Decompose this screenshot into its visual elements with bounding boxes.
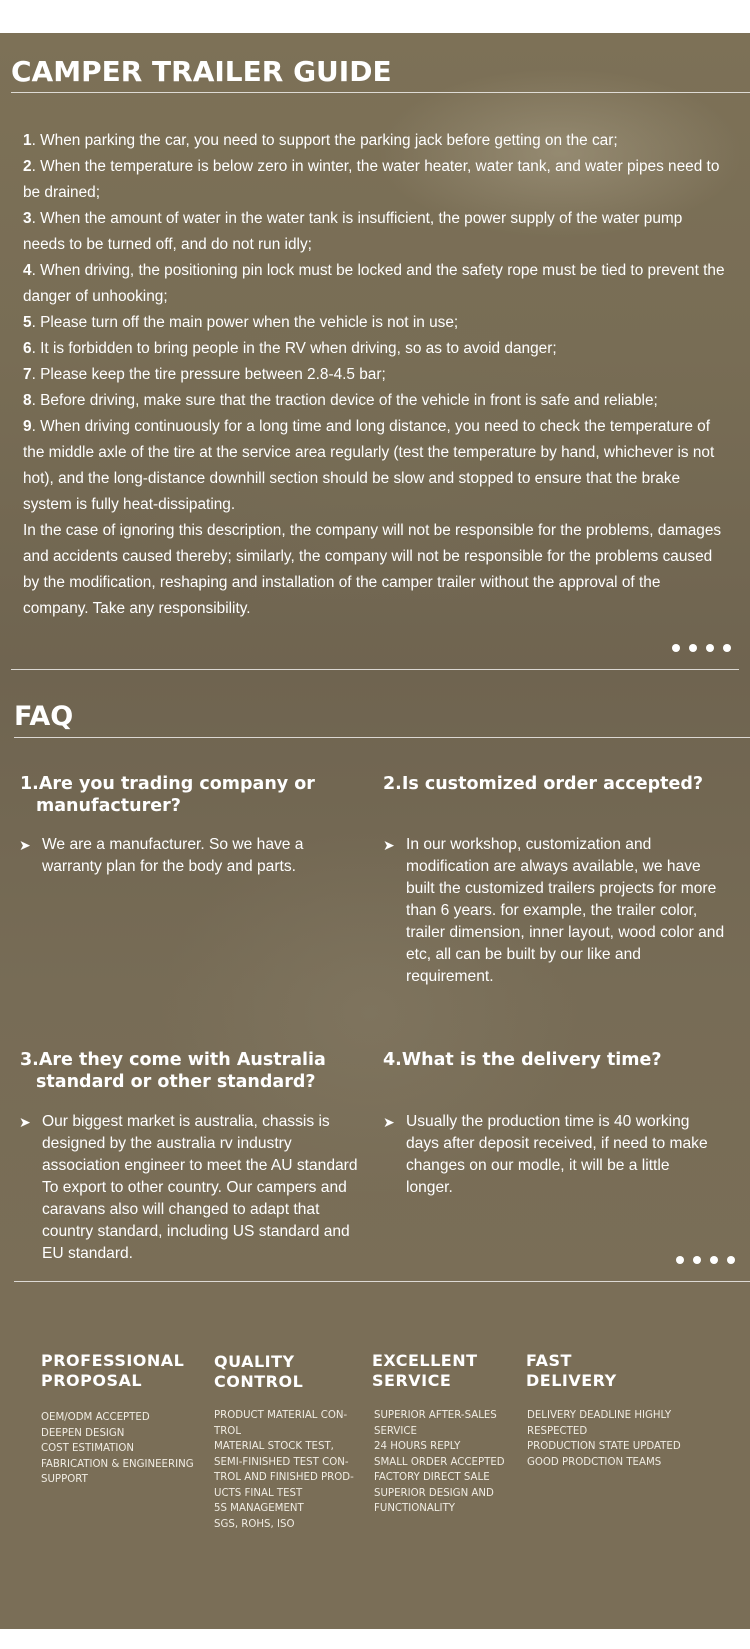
guide-item: 2. When the temperature is below zero in winter, the water heater, water tank, and water pipes need to be drained; bbox=[23, 158, 720, 201]
dot-icon bbox=[693, 1256, 701, 1264]
arrow-icon: ➤ bbox=[383, 1114, 395, 1130]
guide-item: 3. When the amount of water in the water tank is insufficient, the power supply of the water pump needs to be turned off, and do not run idly; bbox=[23, 210, 683, 253]
guide-item: 8. Before driving, make sure that the traction device of the vehicle in front is safe and reliable; bbox=[23, 392, 658, 409]
dot-icon bbox=[706, 644, 714, 652]
dot-icon bbox=[689, 644, 697, 652]
pager-dots bbox=[676, 1256, 735, 1264]
feature-title-quality-control: QUALITY CONTROL bbox=[214, 1352, 304, 1391]
guide-item: 9. When driving continuously for a long time and long distance, you need to check the temperature of the middle axle of the tire at the service area regularly (test the temperature by hand, whichever is not hot), and the long-distance downhill section should be slow and stopped to ensure that the brake system is fully heat-dissipating. bbox=[23, 418, 715, 513]
feature-body-professional-proposal: OEM/ODM ACCEPTED DEEPEN DESIGN COST ESTIMATION FABRICATION & ENGINEERING SUPPORT bbox=[41, 1412, 194, 1485]
guide-item: 4. When driving, the positioning pin lock must be locked and the safety rope must be tied to prevent the danger of unhooking; bbox=[23, 262, 725, 305]
dot-icon bbox=[723, 644, 731, 652]
arrow-icon: ➤ bbox=[383, 837, 395, 853]
guide-item: 6. It is forbidden to bring people in the RV when driving, so as to avoid danger; bbox=[23, 340, 557, 357]
faq-answer-2: ➤ In our workshop, customization and modification are always available, we have built the customized trailers projects for more than 6 years. for example, the trailer color, trailer dimension, inner layout, wood color and etc, all can be built by our like and requirement. bbox=[383, 836, 725, 985]
feature-title-professional-proposal: PROFESSIONAL PROPOSAL bbox=[41, 1351, 185, 1390]
guide-item: 1. When parking the car, you need to support the parking jack before getting on the car; bbox=[23, 132, 618, 149]
feature-title-excellent-service: EXCELLENT SERVICE bbox=[372, 1351, 478, 1390]
dot-icon bbox=[710, 1256, 718, 1264]
faq-title: FAQ bbox=[14, 701, 74, 732]
arrow-icon: ➤ bbox=[19, 1114, 31, 1130]
guide-list bbox=[23, 128, 728, 622]
feature-body-excellent-service: SUPERIOR AFTER-SALES SERVICE 24 HOURS REPLY SMALL ORDER ACCEPTED FACTORY DIRECT SALE SUPERIOR DESIGN AND FUNCTIONALITY bbox=[374, 1410, 505, 1514]
faq-question-3: 3.Are they come with Australia standard or other standard? bbox=[20, 1050, 326, 1092]
feature-title-fast-delivery: FAST DELIVERY bbox=[526, 1351, 617, 1390]
content-panel bbox=[0, 33, 750, 1629]
faq-title-rule bbox=[14, 737, 750, 738]
dot-icon bbox=[727, 1256, 735, 1264]
faq-answer-4: ➤ Usually the production time is 40 working days after deposit received, if need to make changes on our modle, it will be a little longer. bbox=[383, 1113, 708, 1196]
feature-body-quality-control: PRODUCT MATERIAL CON- TROL MATERIAL STOCK TEST, SEMI-FINISHED TEST CON- TROL AND FINISHED PROD- UCTS FINAL TEST 5S MANAGEMENT SGS, ROHS, ISO bbox=[214, 1410, 354, 1530]
pager-dots bbox=[672, 644, 731, 652]
feature-body-fast-delivery: DELIVERY DEADLINE HIGHLY RESPECTED PRODUCTION STATE UPDATED GOOD PRODCTION TEAMS bbox=[527, 1410, 681, 1468]
guide-title: CAMPER TRAILER GUIDE bbox=[11, 55, 392, 88]
faq-bottom-rule bbox=[14, 1281, 750, 1282]
faq-question-1: 1.Are you trading company or manufacturer? bbox=[20, 774, 315, 816]
faq-answer-1: ➤ We are a manufacturer. So we have a warranty plan for the body and parts. bbox=[19, 836, 304, 875]
arrow-icon: ➤ bbox=[19, 837, 31, 853]
guide-bottom-rule bbox=[11, 669, 739, 670]
dot-icon bbox=[672, 644, 680, 652]
guide-item: 5. Please turn off the main power when the vehicle is not in use; bbox=[23, 314, 459, 331]
guide-disclaimer: In the case of ignoring this description, the company will not be responsible for the problems, damages and accidents caused thereby; similarly, the company will not be responsible for the problems caused by the modification, reshaping and installation of the camper trailer without the approval of the company. Take any responsibility. bbox=[23, 522, 722, 617]
faq-answer-3: ➤ Our biggest market is australia, chassis is designed by the australia rv industry association engineer to meet the AU standard To export to other country. Our campers and caravans also will changed to adapt that country standard, including US standard and EU standard. bbox=[19, 1113, 358, 1262]
guide-item: 7. Please keep the tire pressure between 2.8-4.5 bar; bbox=[23, 366, 386, 383]
faq-question-2: 2.Is customized order accepted? bbox=[383, 774, 704, 794]
faq-question-4: 4.What is the delivery time? bbox=[383, 1050, 662, 1070]
dot-icon bbox=[676, 1256, 684, 1264]
guide-title-rule bbox=[11, 92, 750, 93]
